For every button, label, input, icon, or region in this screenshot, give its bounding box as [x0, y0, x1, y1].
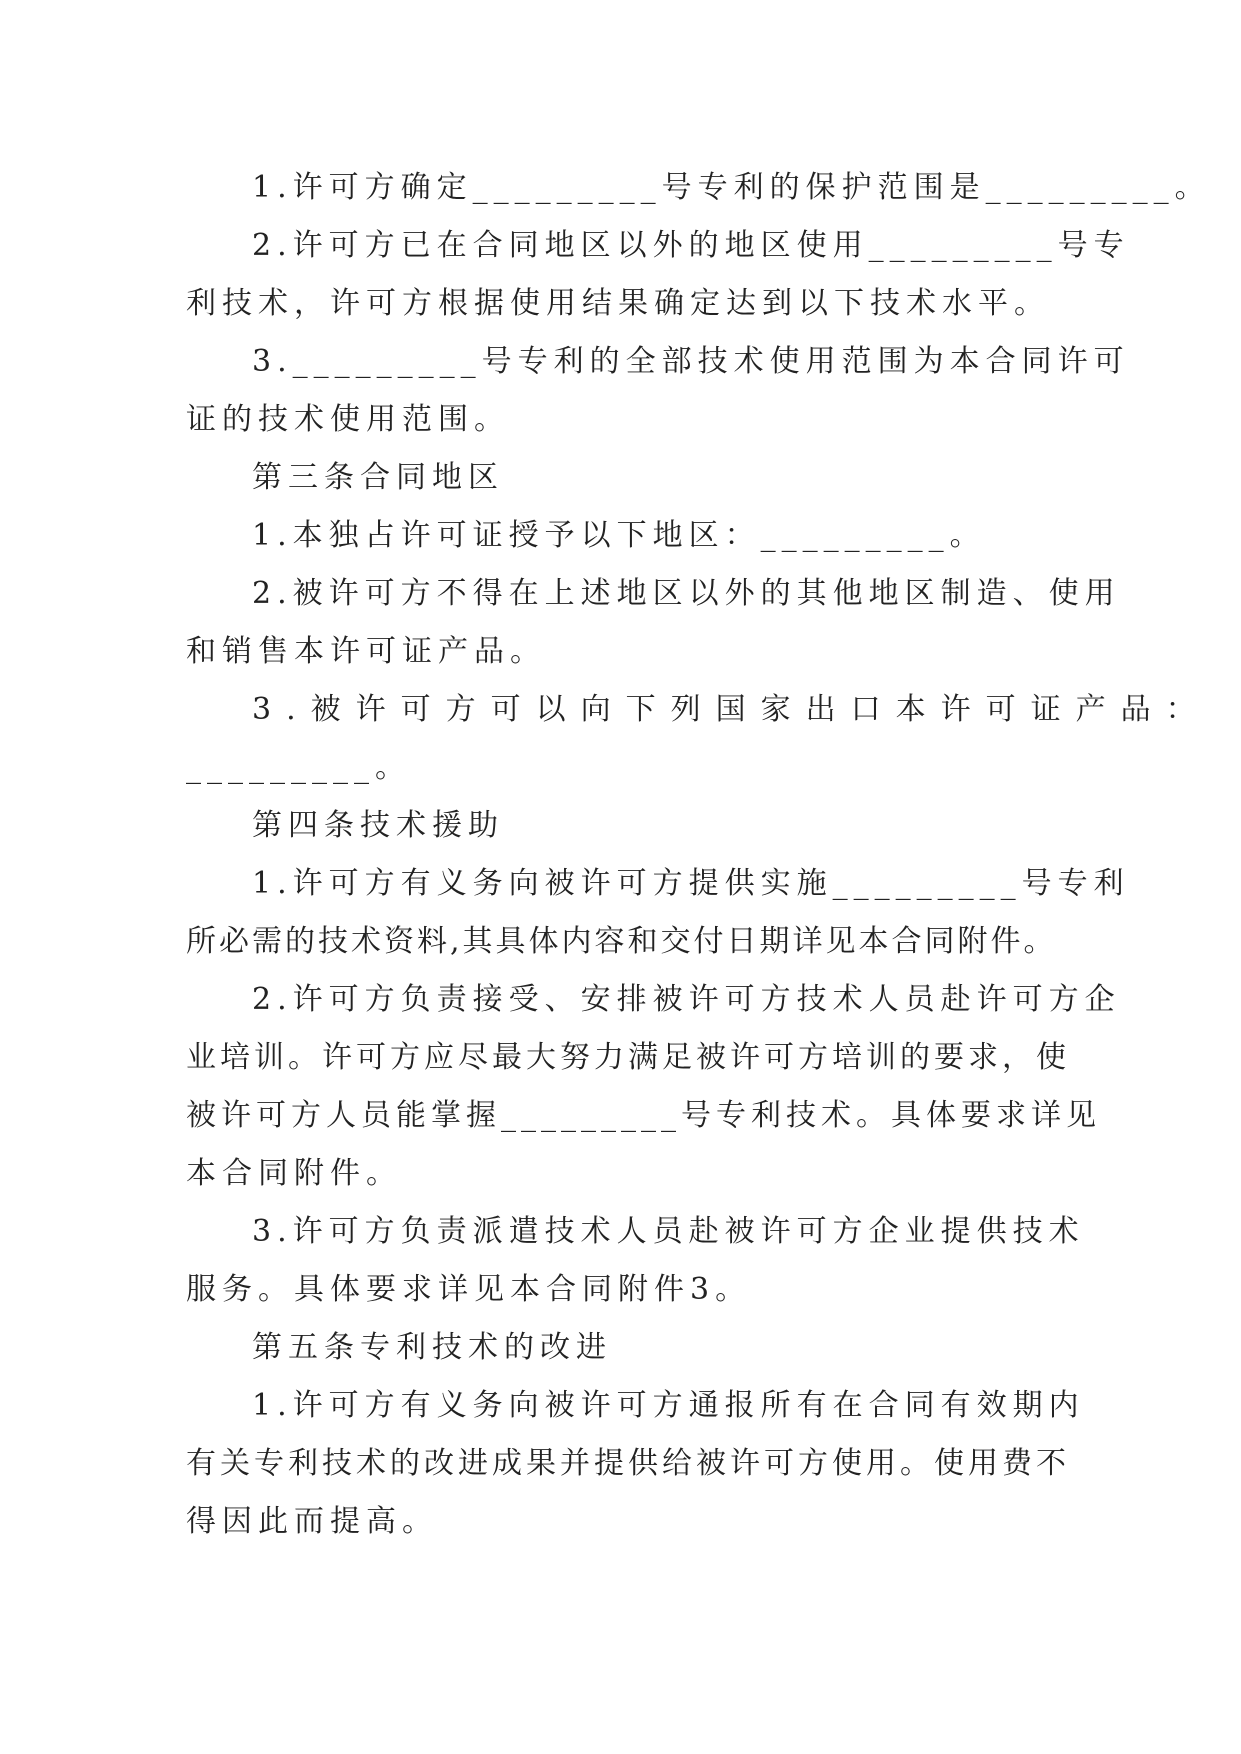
text-line: 1.本独占许可证授予以下地区：_________。 [252, 518, 986, 553]
text-line: 业培训。许可方应尽最大努力满足被许可方培训的要求，使 [186, 1040, 1070, 1075]
text-line: 本合同附件。 [186, 1156, 402, 1191]
section-heading: 第五条专利技术的改进 [252, 1330, 612, 1365]
text-line: 有关专利技术的改进成果并提供给被许可方使用。使用费不 [186, 1446, 1070, 1481]
text-line: 1.许可方确定_________号专利的保护范围是_________。 [252, 170, 1211, 205]
text-line: 2.许可方负责接受、安排被许可方技术人员赴许可方企 [252, 982, 1121, 1017]
text-line: 被许可方人员能掌握_________号专利技术。具体要求详见 [186, 1098, 1101, 1133]
text-line: 服务。具体要求详见本合同附件3。 [186, 1272, 752, 1307]
text-line: 1.许可方有义务向被许可方提供实施_________号专利 [252, 866, 1130, 901]
section-heading: 第四条技术援助 [252, 808, 504, 843]
text-line: 证的技术使用范围。 [186, 402, 510, 437]
text-line: 2.许可方已在合同地区以外的地区使用_________号专 [252, 228, 1130, 263]
text-line: 1.许可方有义务向被许可方通报所有在合同有效期内 [252, 1388, 1085, 1423]
document-page [186, 159, 1211, 1551]
text-line: 3.被许可方可以向下列国家出口本许可证产品： [252, 692, 1211, 727]
text-line: 得因此而提高。 [186, 1504, 438, 1539]
text-line: 利技术，许可方根据使用结果确定达到以下技术水平。 [186, 286, 1050, 321]
text-line: _________。 [186, 750, 411, 785]
text-line: 3._________号专利的全部技术使用范围为本合同许可 [252, 344, 1130, 379]
text-line: 3.许可方负责派遣技术人员赴被许可方企业提供技术 [252, 1214, 1085, 1249]
text-line: 和销售本许可证产品。 [186, 634, 546, 669]
section-heading: 第三条合同地区 [252, 460, 504, 495]
text-line: 2.被许可方不得在上述地区以外的其他地区制造、使用 [252, 576, 1121, 611]
text-line: 所必需的技术资料,其具体内容和交付日期详见本合同附件。 [186, 924, 1057, 959]
